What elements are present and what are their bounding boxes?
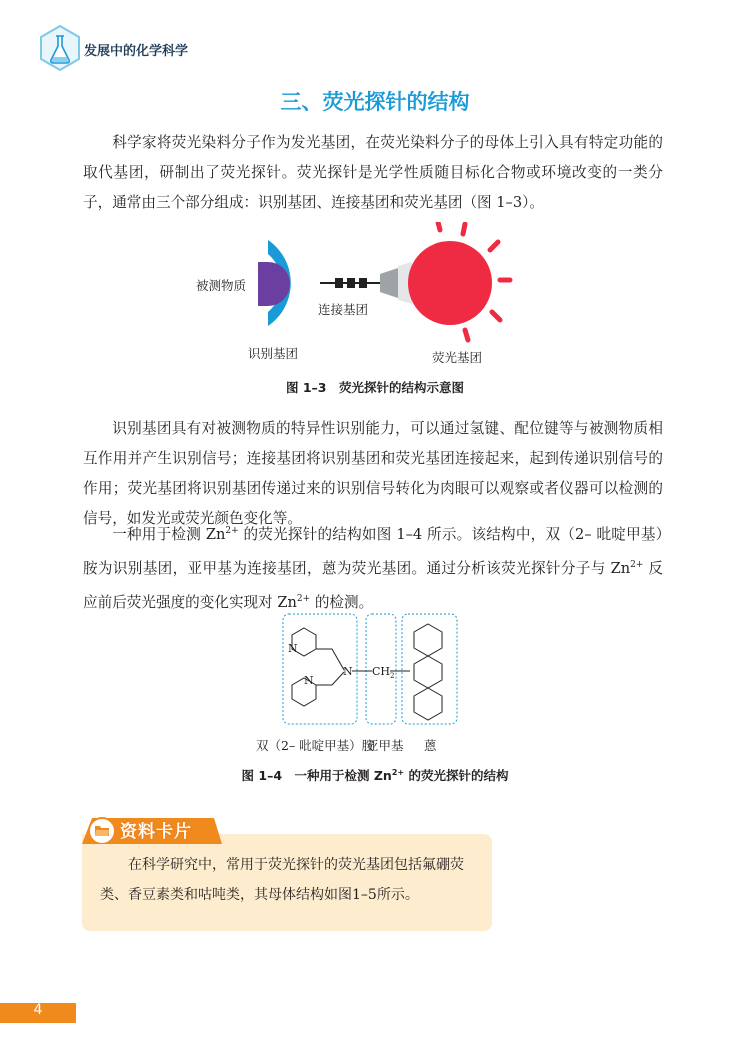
linker-node bbox=[347, 278, 355, 288]
ion-charge: 2+ bbox=[225, 526, 239, 536]
label-recognition-group: 双（2– 吡啶甲基）胺 bbox=[256, 738, 375, 753]
page-number: 4 bbox=[33, 1002, 43, 1018]
hexagon-flask-logo-icon bbox=[38, 24, 82, 72]
label-fluorophore: 荧光基团 bbox=[432, 350, 483, 365]
paragraph-text: 识别基团具有对被测物质的特异性识别能力，可以通过氢键、配位键等与被测物质相互作用并产生识别信号；连接基团将识别基团和荧光基团连接起来，起到传递识别信号的作用；荧光基团将识别基团传递过来的识别信号转化为肉眼可以观察或者仪器可以检测的信号，如发光或荧光颜色变化等。 bbox=[83, 420, 663, 527]
linker-node bbox=[335, 278, 343, 288]
paragraph-text: 一种用于检测 Zn bbox=[112, 525, 226, 543]
linker-node bbox=[359, 278, 367, 288]
paragraph-intro bbox=[83, 128, 663, 218]
figure-1-4-caption: 图 1–4 一种用于检测 $Zn^{2+}$ 的荧光探针的结构 bbox=[241, 767, 509, 783]
pyridine-nitrogen-atom: N bbox=[288, 642, 298, 655]
label-recognition: 识别基团 bbox=[248, 346, 299, 361]
info-card-body bbox=[100, 850, 480, 910]
fluorophore-bulb bbox=[408, 241, 492, 325]
ion-charge: 2+ bbox=[296, 593, 311, 604]
anthracene-ring bbox=[414, 624, 442, 656]
label-linker-group: 亚甲基 bbox=[366, 738, 404, 753]
paragraph-text: 的检测。 bbox=[310, 593, 374, 611]
anthracene-ring bbox=[414, 656, 442, 688]
paragraph-text: 科学家将荧光染料分子作为发光基团，在荧光染料分子的母体上引入具有特定功能的取代基团，研制出了荧光探针。荧光探针是光学性质随目标化合物或环境改变的一类分子，通常由三个部分组成：识别基团、连接基团和荧光基团（图 1–3）。 bbox=[83, 134, 663, 211]
label-fluorophore-group: 蒽 bbox=[424, 738, 437, 753]
paragraph-text: 的荧光探针的结构如图 1–4 所示。该结构中，双（2– 吡啶甲基）胺为识别基团，亚甲基为连接基团，蒽为荧光基团。通过分析该荧光探针分子与 Zn bbox=[83, 525, 663, 577]
paragraph-zinc-probe bbox=[83, 516, 663, 618]
chapter-header-title: 发展中的化学科学 bbox=[84, 44, 189, 59]
label-linker: 连接基团 bbox=[318, 302, 369, 317]
anthracene-ring bbox=[414, 688, 442, 720]
pyridine-nitrogen-atom: N bbox=[304, 674, 314, 687]
section-title: 三、荧光探针的结构 bbox=[280, 90, 470, 114]
fluorophore-group-box bbox=[402, 614, 457, 724]
folder-icon bbox=[94, 822, 110, 838]
info-card-label: 资料卡片 bbox=[120, 822, 192, 842]
info-card-text: 在科学研究中，常用于荧光探针的荧光基团包括氟硼荧类、香豆素类和咕吨类，其母体结构如图1–5所示。 bbox=[100, 857, 464, 903]
amine-nitrogen-atom: N bbox=[343, 665, 353, 678]
ion-charge: 2+ bbox=[630, 559, 644, 570]
figure-1-3-caption: 图 1–3 荧光探针的结构示意图 bbox=[286, 380, 464, 395]
label-analyte: 被测物质 bbox=[196, 278, 247, 293]
bulb-base bbox=[380, 268, 398, 298]
paragraph-text: 反应前后荧光强度的变化实现对 Zn bbox=[83, 559, 663, 611]
methylene-group-label: $CH_2$ bbox=[372, 665, 395, 680]
zinc-probe-structure bbox=[280, 612, 460, 727]
